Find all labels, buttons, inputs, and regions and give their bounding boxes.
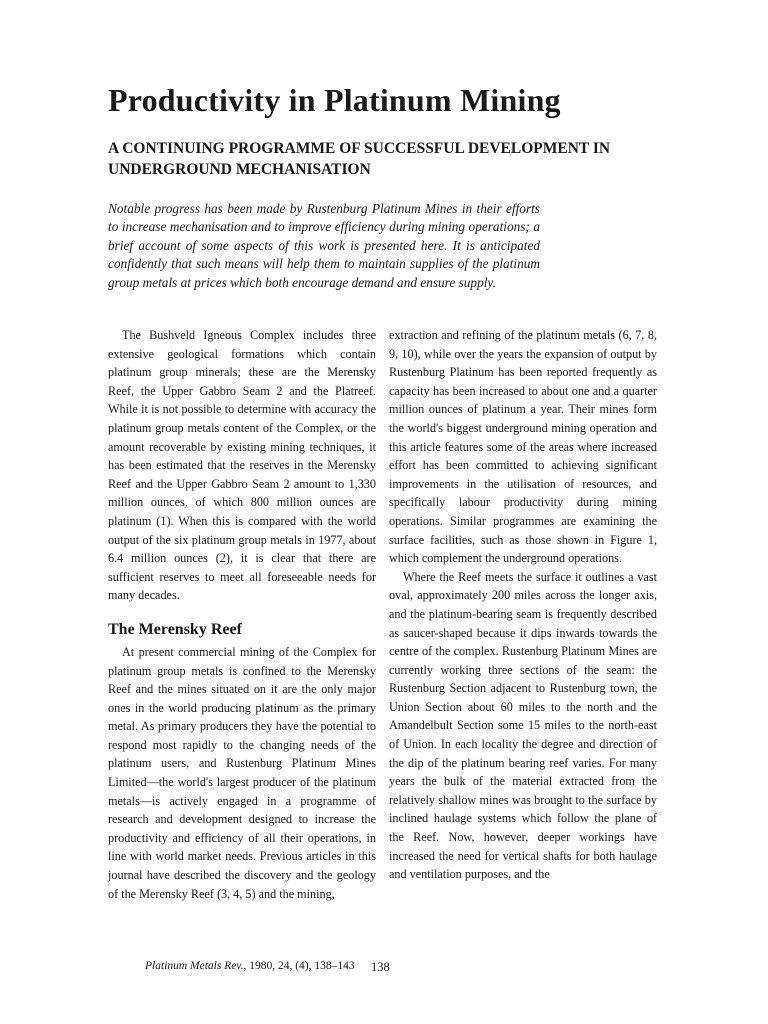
page-footer [145,960,390,974]
article-subtitle: A CONTINUING PROGRAMME OF SUCCESSFUL DEVELOPMENT IN UNDERGROUND MECHANISATION [108,140,611,178]
right-paragraph-2: Where the Reef meets the surface it outlines a vast oval, approximately 200 miles across the longer axis, and the platinum-bearing seam is frequently described as saucer-shaped because it dips inwards towards the centre of the complex. Rustenburg Platinum Mines are currently working three sections of the seam: the Rustenburg Section adjacent to Rustenburg town, the Union Section about 60 miles to the north and the Amandelbult Section some 15 miles to the north-east of Union. In each locality the degree and direction of the dip of the platinum bearing reef varies. For many years the bulk of the material extracted from the relatively shallow mines was brought to the surface by inclined haulage systems which follow the plane of the Reef. Now, however, deeper workings have increased the need for vertical shafts for both haulage and ventilation purposes, and the [389,569,657,882]
footer-citation: , 1980, 24, (4), 138–143 [243,960,355,972]
left-paragraph-2: At present commercial mining of the Complex for platinum group metals is confined to the Merensky Reef and the mines situated on it are the only major ones in the world producing platinum as the primary metal. As primary producers they have the potential to respond most rapidly to the changing needs of the platinum users, and Rustenburg Platinum Mines Limited—the world's largest producer of the platinum metals—is actively engaged in a programme of research and development designed to increase the productivity and efficiency of all their operations, in line with world market needs. Previous articles in this journal have described the discovery and the geology of the Merensky Reef (3, 4, 5) and the mining, [108,644,376,901]
right-paragraph-1: extraction and refining of the platinum metals (6, 7, 8, 9, 10), while over the years the expansion of output by Rustenburg Platinum has been reported frequently as capacity has been increased to about one and a quarter million ounces of platinum a year. Their mines form the world's biggest underground mining operation and this article features some of the areas where increased effort has been committed to achieving significant improvements in the utilisation of resources, and specifically labour productivity during mining operations. Similar programmes are examining the surface facilities, such as those shown in Figure 1, which complement the underground operations. [389,328,657,566]
right-column [389,326,657,884]
article-title: Productivity in Platinum Mining [108,82,561,118]
article-abstract: Notable progress has been made by Rustenburg Platinum Mines in their efforts to increase mechanisation and to improve efficiency during mining operations; a brief account of some aspects of this work is presented here. It is anticipated confidently that such means will help them to maintain supplies of the platinum group metals at prices which both encourage demand and ensure supply. [108,201,540,290]
left-paragraph-1: The Bushveld Igneous Complex includes three extensive geological formations which contain platinum group minerals; these are the Merensky Reef, the Upper Gabbro Seam 2 and the Platreef. While it is not possible to determine with accuracy the platinum group metals content of the Complex, or the amount recoverable by existing mining techniques, it has been estimated that the reserves in the Merensky Reef and the Upper Gabbro Seam 2 amount to 1,330 million ounces, of which 800 million ounces are platinum (1). When this is compared with the world output of the six platinum group metals in 1977, about 6.4 million ounces (2), it is clear that there are sufficient reserves to meet all foreseeable needs for many decades. [108,328,376,603]
footer-journal-name: Platinum Metals Rev. [145,960,244,972]
left-column [108,326,376,903]
section-heading-merensky-reef: The Merensky Reef [108,620,242,638]
page-number: 138 [371,960,390,974]
